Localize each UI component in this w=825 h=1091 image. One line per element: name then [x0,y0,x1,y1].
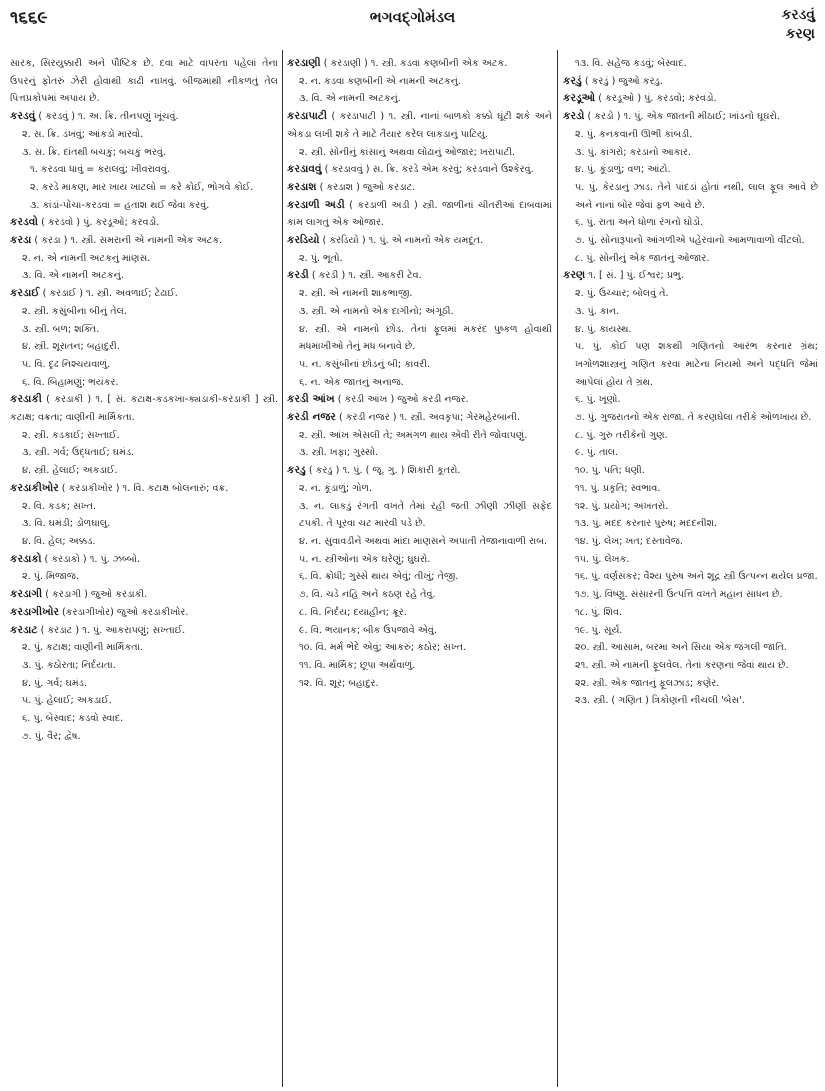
entry-text: ૨. ન. કૂંડાળું; ગોળ. [299,482,373,494]
entry-sense [10,427,278,445]
entry-text: ( કરડો ) ૧. પું. એક જાતની મીઠાઈ; ખાંડનો ઘૂઘરો. [584,111,780,123]
entry-sense [563,144,818,162]
dictionary-entry [10,391,278,426]
entry-sense [563,303,818,321]
entry-text: ( કરડાઈ ) ૧. સ્ત્રી. અવળાઈ; ટેઢાઈ. [39,288,178,300]
entry-text: ૭. પું. ગુજરાતનો એક રાજા. તે કરણઘેલા તરીકે ઓળખાય છે. [575,412,812,424]
entry-text: ૪. ન. સુવાવડીને અથવા માંદા માણસને અપાતી તેજાનાવાળી રાબ. [299,535,548,547]
entry-sense [563,498,818,516]
entry-text: ૩. કાંડાં-પોંચા-કરડવા = હતાશ થઈ જેવા કરવું. [30,199,210,211]
entry-text: ૨. પું. ભૂતો. [299,252,343,264]
entry-text: ૫. પું. હેલાઈ; અકડાઈ. [22,695,112,707]
entry-text: ૨. સ્ત્રી. કસુંબીના બીનું તેલ. [22,305,127,317]
entry-text: ( કરડુ ) ૧. પું. ( જૂ. ગુ. ) શિકારી કૂતરો. [305,465,461,477]
entry-text: ૨૧. સ્ત્રી. એ નામની ફૂલવેલ. તેનાં કરણનાં જેવાં થાય છે. [575,659,789,671]
entry-sense [287,303,552,321]
entry-sense [563,480,818,498]
entry-text: ( કરડાપાટી ) ૧. સ્ત્રી. નાનાં બાળકો કક્કો ઘૂંટી શકે અને એકડા લખી શકે તે માટે તૈયાર કરેલ લાકડાનું પાટિયું. [287,111,552,140]
entry-text: સારક, સિરયુક્કારી અને પૌષ્ટિક છે. દવા માટે વાપરતા પહેલાં તેના ઉપરનું ફોતરું ઝેરી હોવાથી કાઢી નાખવું. બીજમાંથી નીકળતું તેલ પિત્તપ્રકોપમાં અપાય છે. [10,58,278,105]
entry-sense [563,657,818,675]
entry-sense [563,533,818,551]
dictionary-entry [287,197,552,232]
headword: કરડા [10,234,32,247]
entry-text: ૨. પું. કટાક્ષ; વાણીની માર્મિકતા. [22,642,143,654]
entry-text: ૬. પું. રાતા અને ધોળા રંગનો ઘોડો. [575,217,704,229]
entry-text: ૨. પું. કનકવાની ઊભી કાંબડી. [575,128,693,140]
entry-sense [10,126,278,144]
entry-sense [10,338,278,356]
dictionary-entry [287,108,552,143]
column-3 [563,55,818,1087]
entry-sense [287,480,552,498]
entry-text: ( કરડી આંખ ) જુઓ કરડી નજર. [334,394,469,406]
entry-sense [287,657,552,675]
entry-text: ( કરડવું ) ૧. અ. ક્રિ. તીનપણું ખૂંચવું. [35,111,179,123]
headword: કરડાઈ [10,287,40,300]
entry-text: ૭. પું. વૈર; દ્વેષ. [22,730,81,742]
headword: કરડી આંખ [287,393,335,406]
entry-text: ૭. પું. સોનારૂપાનો આંગળીએ પહેરવાનો આમળાવાળો વીંટલો. [575,235,805,247]
entry-sense [563,692,818,710]
entry-text: ૩. સ્ત્રી. ખફા; ગુસ્સો. [299,447,379,459]
entry-text: ૧૫. પું. લેખક. [575,553,630,565]
entry-text: ( કરડાણી ) ૧. સ્ત્રી. કડવા કણબીની એક અટક. [320,58,508,69]
entry-sense [563,622,818,640]
headword: કરડાગીખોર [10,605,59,618]
entry-text: ૧૦. વિ. મર્મ ભેદે એવું; આકરું; કઠોર; સખ્ત. [299,642,467,654]
entry-text: ૩. સ્ત્રી. એ નામનો એક દાગીનો; અંગૂઠી. [299,305,454,317]
entry-sense [563,285,818,303]
headword: કરડાશ [287,180,317,193]
entry-text: ૮. વિ. નિર્દય; દયાહીન; ક્રૂર. [299,606,407,618]
entry-text: ( કરડા ) ૧. સ્ત્રી. સમરાની એ નામની એક અટક. [31,235,223,247]
entry-sense [563,179,818,214]
entry-sense [287,586,552,604]
headword: કરડવું [10,110,36,123]
guide-word-first: કરડવું [781,7,815,23]
entry-text: ( કરડાશ ) જુઓ કરડાટ. [316,181,416,193]
entry-text: (કરડાગીખોર) જુઓ કરડાકીખોર. [58,606,189,618]
entry-sense [10,710,278,728]
entry-sense [10,568,278,586]
entry-text: ( કરડાટ ) ૧. પું. આકરાપણું; સખ્તાઈ. [37,624,186,636]
entry-sense [563,639,818,657]
entry-text: ( કરડિયો ) ૧. પું. એ નામનો એક યમદૂત. [319,235,484,247]
entry-sense [563,126,818,144]
headword: કરડાકો [10,552,42,565]
entry-sense [563,214,818,232]
dictionary-entry [10,285,278,303]
entry-text: ૧૨. પું. પ્રયોગ; અખતરો. [575,500,669,512]
entry-text: ૬. પું. ખૂણો. [575,394,621,406]
entry-sense [10,179,278,197]
headword: કરડિયો [287,234,320,247]
entry-sense [10,144,278,162]
entry-text: ૫. ન. સ્ત્રીઓના એક ઘરેણું; ઘુઘરો. [299,553,431,565]
entry-text: ૩. પું. કાંગરો; કરડાનો આકાર. [575,146,691,158]
entry-text: ૧૬. પું. વર્ણસંકર; વૈશ્ય પુરુષ અને શૂદ્ર સ્ત્રી ઉત્પન્ન થયેલ પ્રજા. [575,571,818,583]
entry-text: ૨૩. સ્ત્રી. ( ગણિત ) ત્રિકોણની નીચલી 'બેસ'. [575,695,745,707]
column-rule [557,50,558,1087]
entry-text: ( કરડું ) જુઓ કરડુ. [581,75,663,87]
entry-sense [563,586,818,604]
entry-text: ૨. સ્ત્રી. આંખ એસલી તે; અમંગળ થાય એવી રીતે જોવાપણું. [299,429,528,441]
entry-text: ૩. વિ. ઘમંડી; ડોળઘાલુ. [22,518,111,530]
entry-text: ૫. વિ. દૃઢ નિશ્ચયવાળું. [22,358,111,370]
entry-text: ૨. પું. મિજાજ. [22,571,79,583]
headword: કરડાણી [287,57,321,69]
entry-sense [563,321,818,339]
entry-sense [10,197,278,215]
dictionary-entry [10,232,278,250]
entry-text: ૩. વિ. એ નામની અટકનું. [22,270,124,282]
entry-text: ૨. ન. એ નામની અટકનું માણસ. [22,252,151,264]
dictionary-entry [10,480,278,498]
guide-words [781,6,815,44]
entry-sense [563,675,818,693]
entry-text: ૧૭. પું. વિષ્ણુ. સંસારની ઉત્પત્તિ વખતે મહાન સાધન છે. [575,589,783,601]
entry-text: ૮. પું. સોનીનું એક જાતનું ઓજાર. [575,252,710,264]
headword: કરડાપાટી [287,110,328,123]
entry-text: ૨. કરડે માકણ, માર ખાય ખાટલો = કરે કોઈ, ભોગવે કોઈ. [30,181,254,193]
headword: કરડાકી [10,393,42,406]
entry-sense [563,444,818,462]
entry-text: ( કરડાગી ) જુઓ કરડાકી. [42,589,148,601]
headword: કરણ [563,269,586,282]
dictionary-entry [10,622,278,640]
entry-sense [287,427,552,445]
entry-sense [287,498,552,533]
entry-sense [10,675,278,693]
entry-text: ૧૦. પું. પતિ; ધણી. [575,465,645,477]
entry-sense [287,73,552,91]
entry-text: ( કરડાકો ) ૧. પું. ઝબ્બો. [41,553,141,565]
headword: કરડી [287,269,309,282]
entry-text: ૩. ન. લાકડું રંગતી વખતે તેમાં રહી જતી ઝીણી ઝીણી સફેદ ટપકી. તે પૂરવા ચટ મારવી પડે છે. [299,500,552,530]
dictionary-entry [287,409,552,427]
entry-text: ૧૮. પું. શિવ. [575,606,622,618]
entry-sense [10,657,278,675]
entry-sense [287,374,552,392]
entry-text: ૫. પું. કેરડાનું ઝાડ. તેને પાંદડાં હોતાં નથી, લાલ ફૂલ આવે છે અને નાનાં બોર જેવાં ફળ આવે છે. [575,181,818,211]
entry-sense [563,250,818,268]
entry-sense [563,338,818,391]
entry-text: ૧૩. પું. મદદ કરનાર પુરુષ; મદદનીશ. [575,518,718,530]
dictionary-entry [563,108,818,126]
entry-sense [10,267,278,285]
entry-text: ૪. પું. કૂંડાળું; વળ; આંટો. [575,164,671,176]
entry-text: ૧૯. પું. સૂર્ય. [575,624,623,636]
entry-sense [287,321,552,356]
entry-text: ૩. પું. કાન. [575,305,620,317]
entry-sense [287,639,552,657]
dictionary-entry [10,604,278,622]
headword: કરડાકીખોર [10,481,59,494]
entry-text: ( કરડવો ) પું. કરડૂઓ; કરવડો. [38,217,160,229]
entry-sense [287,444,552,462]
dictionary-entry [563,267,818,285]
entry-text: ( કરડાવવું ) સ. ક્રિ. કરડે એમ કરવું; કરડવાને ઉશ્કેરવું. [321,164,534,176]
entry-sense [563,515,818,533]
entry-text: ( કરડૂઓ ) પું. કરડવો; કરવડો. [595,93,717,105]
entry-text: ૧. [ સં. ] પું. ઈશ્વર; પ્રભુ. [585,270,684,282]
page-header [0,0,825,52]
entry-sense [10,444,278,462]
entry-sense [563,232,818,250]
entry-text: ૨. સ્ત્રી. એ નામની શાકભાજી. [299,288,413,300]
guide-word-last: કરણ [785,26,815,42]
entry-sense [10,161,278,179]
entry-sense [563,55,818,73]
entry-text: ૪. સ્ત્રી. શૂરાતન; બહાદુરી. [22,341,120,353]
headword: કરડી નજર [287,411,336,424]
entry-text: ૫. પું. કોઈ પણ શકથી ગણિતનો આરંભ કરનાર ગ્રંથ; ખગોળશાસ્ત્રનું ગણિત કરવા માટેના નિયમો અને પદ્ધતિ જેમાં આપેલાં હોય તે ગ્રંથ. [575,341,818,388]
entry-text: ૪. પું. કાયસ્થ. [575,323,632,335]
entry-sense [287,551,552,569]
entry-sense [287,622,552,640]
entry-sense [10,250,278,268]
entry-text: ૨૨. સ્ત્રી. એક જાતનું ફૂલઝાડ; કણેર. [575,677,720,689]
entry-text: ૪. વિ. હેલ; અક્કડ. [22,535,96,547]
entry-text: ૧. કરડવા ધાવું = કરાલવું; ખીવરાવવું. [30,164,170,176]
column-1 [10,55,278,1087]
entry-sense [10,462,278,480]
entry-sense [563,462,818,480]
dictionary-entry [563,90,818,108]
entry-text: ૭. વિ. ચડે નહિ અને કઠણ રહે તેવું. [299,589,436,601]
entry-text: ૩. સ્ત્રી. બળ; શક્તિ. [22,323,100,335]
page-number: ૧૬૬૯ [10,8,48,28]
entry-text: ૩. વિ. એ નામની અટકનું. [299,93,401,105]
headword: કરડવો [10,216,39,229]
entry-sense [10,55,278,108]
dictionary-entry [287,161,552,179]
column-2 [287,55,552,1087]
entry-text: ૨. ન. કડવા કણબીની એ નામની અટકનું. [299,75,461,87]
entry-text: ૬. પું. બેસ્વાદ; કડવો સ્વાદ. [22,713,124,725]
entry-text: ૩. સ. ક્રિ. દાંતથી બચકું; બચકું ભરવું. [22,146,166,158]
entry-text: ૨૦. સ્ત્રી. આસામ, બરમા અને સિયા એક જંગલી જાતિ. [575,642,787,654]
entry-sense [563,427,818,445]
dictionary-entry [287,462,552,480]
entry-text: ( કરડાકી ) ૧. [ સં. કટાક્ષ-કડકખા-ક્યડાકી-કરડાકી ] સ્ત્રી. કટાક્ષ; વક્રતા; વાણીની માર્મિકતા. [10,394,278,424]
entry-text: ૧૨. વિ. શૂર; બહાદુર. [299,677,379,689]
entry-sense [10,374,278,392]
headword: કરડો [563,110,585,123]
entry-text: ૮. પું. ગુરુ તરીકેનો ગુણ. [575,429,668,441]
headword: કરડુ [287,464,306,477]
entry-sense [287,604,552,622]
entry-text: ૨. સ્ત્રી. કડકાઈ; સખ્તાઈ. [22,429,120,441]
dictionary-entry [563,73,818,91]
dictionary-entry [287,55,552,73]
entry-text: ( કરડાળી અડી ) સ્ત્રી. જાળીનાં ચીતરીઆં દાબવામાં કામ લાગતું એક ઓજાર. [287,199,552,229]
dictionary-entry [287,391,552,409]
entry-text: ૪. પું. ગર્વ; ઘમંડ. [22,677,87,689]
entry-sense [287,533,552,551]
entry-text: ૫. ન. કસુંબીનાં છોડનું બી; કાવરી. [299,358,431,370]
headword: કરડું [563,74,582,87]
entry-sense [563,391,818,409]
entry-text: ૨. પું. ઉચ્ચાર; બોલવું તે. [575,288,669,300]
entry-sense [563,604,818,622]
running-title: ભગવદ્ગોમંડલ [369,8,456,26]
headword: કરડૂઓ [563,92,596,105]
column-rule [282,50,283,1087]
entry-sense [287,285,552,303]
entry-sense [563,161,818,179]
entry-text: ૪. સ્ત્રી. હેલાઈ; અકડાઈ. [22,465,118,477]
entry-sense [10,515,278,533]
entry-sense [10,692,278,710]
entry-text: ૨. વિ. કડક; સખ્ત. [22,500,97,512]
headword: કરડાળી અડી [287,198,345,211]
entry-sense [10,728,278,746]
dictionary-entry [10,108,278,126]
entry-text: ૧૧. વિ. માર્મિક; છૂપા અર્થવાળું. [299,659,416,671]
headword: કરડાવવું [287,163,322,176]
dictionary-entry [287,179,552,197]
entry-sense [10,356,278,374]
entry-text: ૯. પું. તાલ. [575,447,619,459]
entry-sense [10,321,278,339]
dictionary-entry [10,551,278,569]
entry-sense [287,144,552,162]
entry-text: ૬. ન. એક જાતનું અનાજ. [299,376,404,388]
entry-text: ( કરડી નજર ) ૧. સ્ત્રી. અવકૃપા; ગેરમહેરબાની. [335,412,520,424]
entry-text: ૬. વિ. બિહામણું; ભયંકર. [22,376,119,388]
entry-text: ૧૧. પું. પ્રકૃતિ; સ્વભાવ. [575,482,661,494]
entry-text: ( કરડી ) ૧. સ્ત્રી. આકરી ટેવ. [308,270,422,282]
entry-sense [563,409,818,427]
headword: કરડાટ [10,623,38,636]
entry-text: ૯. વિ. ભયાનક; બીક ઉપજાવે એવું. [299,624,437,636]
entry-sense [10,639,278,657]
dictionary-entry [10,214,278,232]
entry-sense [563,551,818,569]
entry-text: ૨. સ્ત્રી. સોનીનું કાંસાનું અથવા લોઢાનું ઓજાર; ખરાપાટી. [299,146,515,158]
entry-text: ૪. સ્ત્રી. એ નામનો છોડ. તેનાં ફૂલમાં મકરંદ પુષ્કળ હોવાથી મધમાખીઓ તેનું મધ બનાવે છે. [299,323,552,353]
dictionary-entry [287,232,552,250]
entry-sense [287,568,552,586]
entry-sense [10,498,278,516]
entry-sense [287,356,552,374]
entry-sense [563,568,818,586]
entry-sense [10,533,278,551]
entry-text: ૨. સ. ક્રિ. ડંખવું; આંકડો મારવો. [22,128,144,140]
dictionary-entry [287,267,552,285]
entry-text: ૧૪. પું. લેખ; ખત; દસ્તાવેજ. [575,535,683,547]
dictionary-entry [10,586,278,604]
entry-sense [287,250,552,268]
entry-text: ૩. સ્ત્રી. ગર્વ; ઉદ્ધતાઈ; ઘમંડ. [22,447,135,459]
entry-text: ૧૩. વિ. સહેજ કડવું; બેસ્વાદ. [575,58,687,69]
entry-sense [287,90,552,108]
entry-text: ૬. વિ. ક્રોધી; ગુસ્સે થાય એવું; તીખું; તેજી. [299,571,459,583]
entry-text: ૩. પું. કઠોરતા; નિર્દયતા. [22,659,116,671]
headword: કરડાગી [10,588,43,601]
entry-text: ( કરડાકીખોર ) ૧. વિ. કટાક્ષ બોલનારું; વક્ર. [58,482,229,494]
entry-sense [10,303,278,321]
entry-sense [287,675,552,693]
